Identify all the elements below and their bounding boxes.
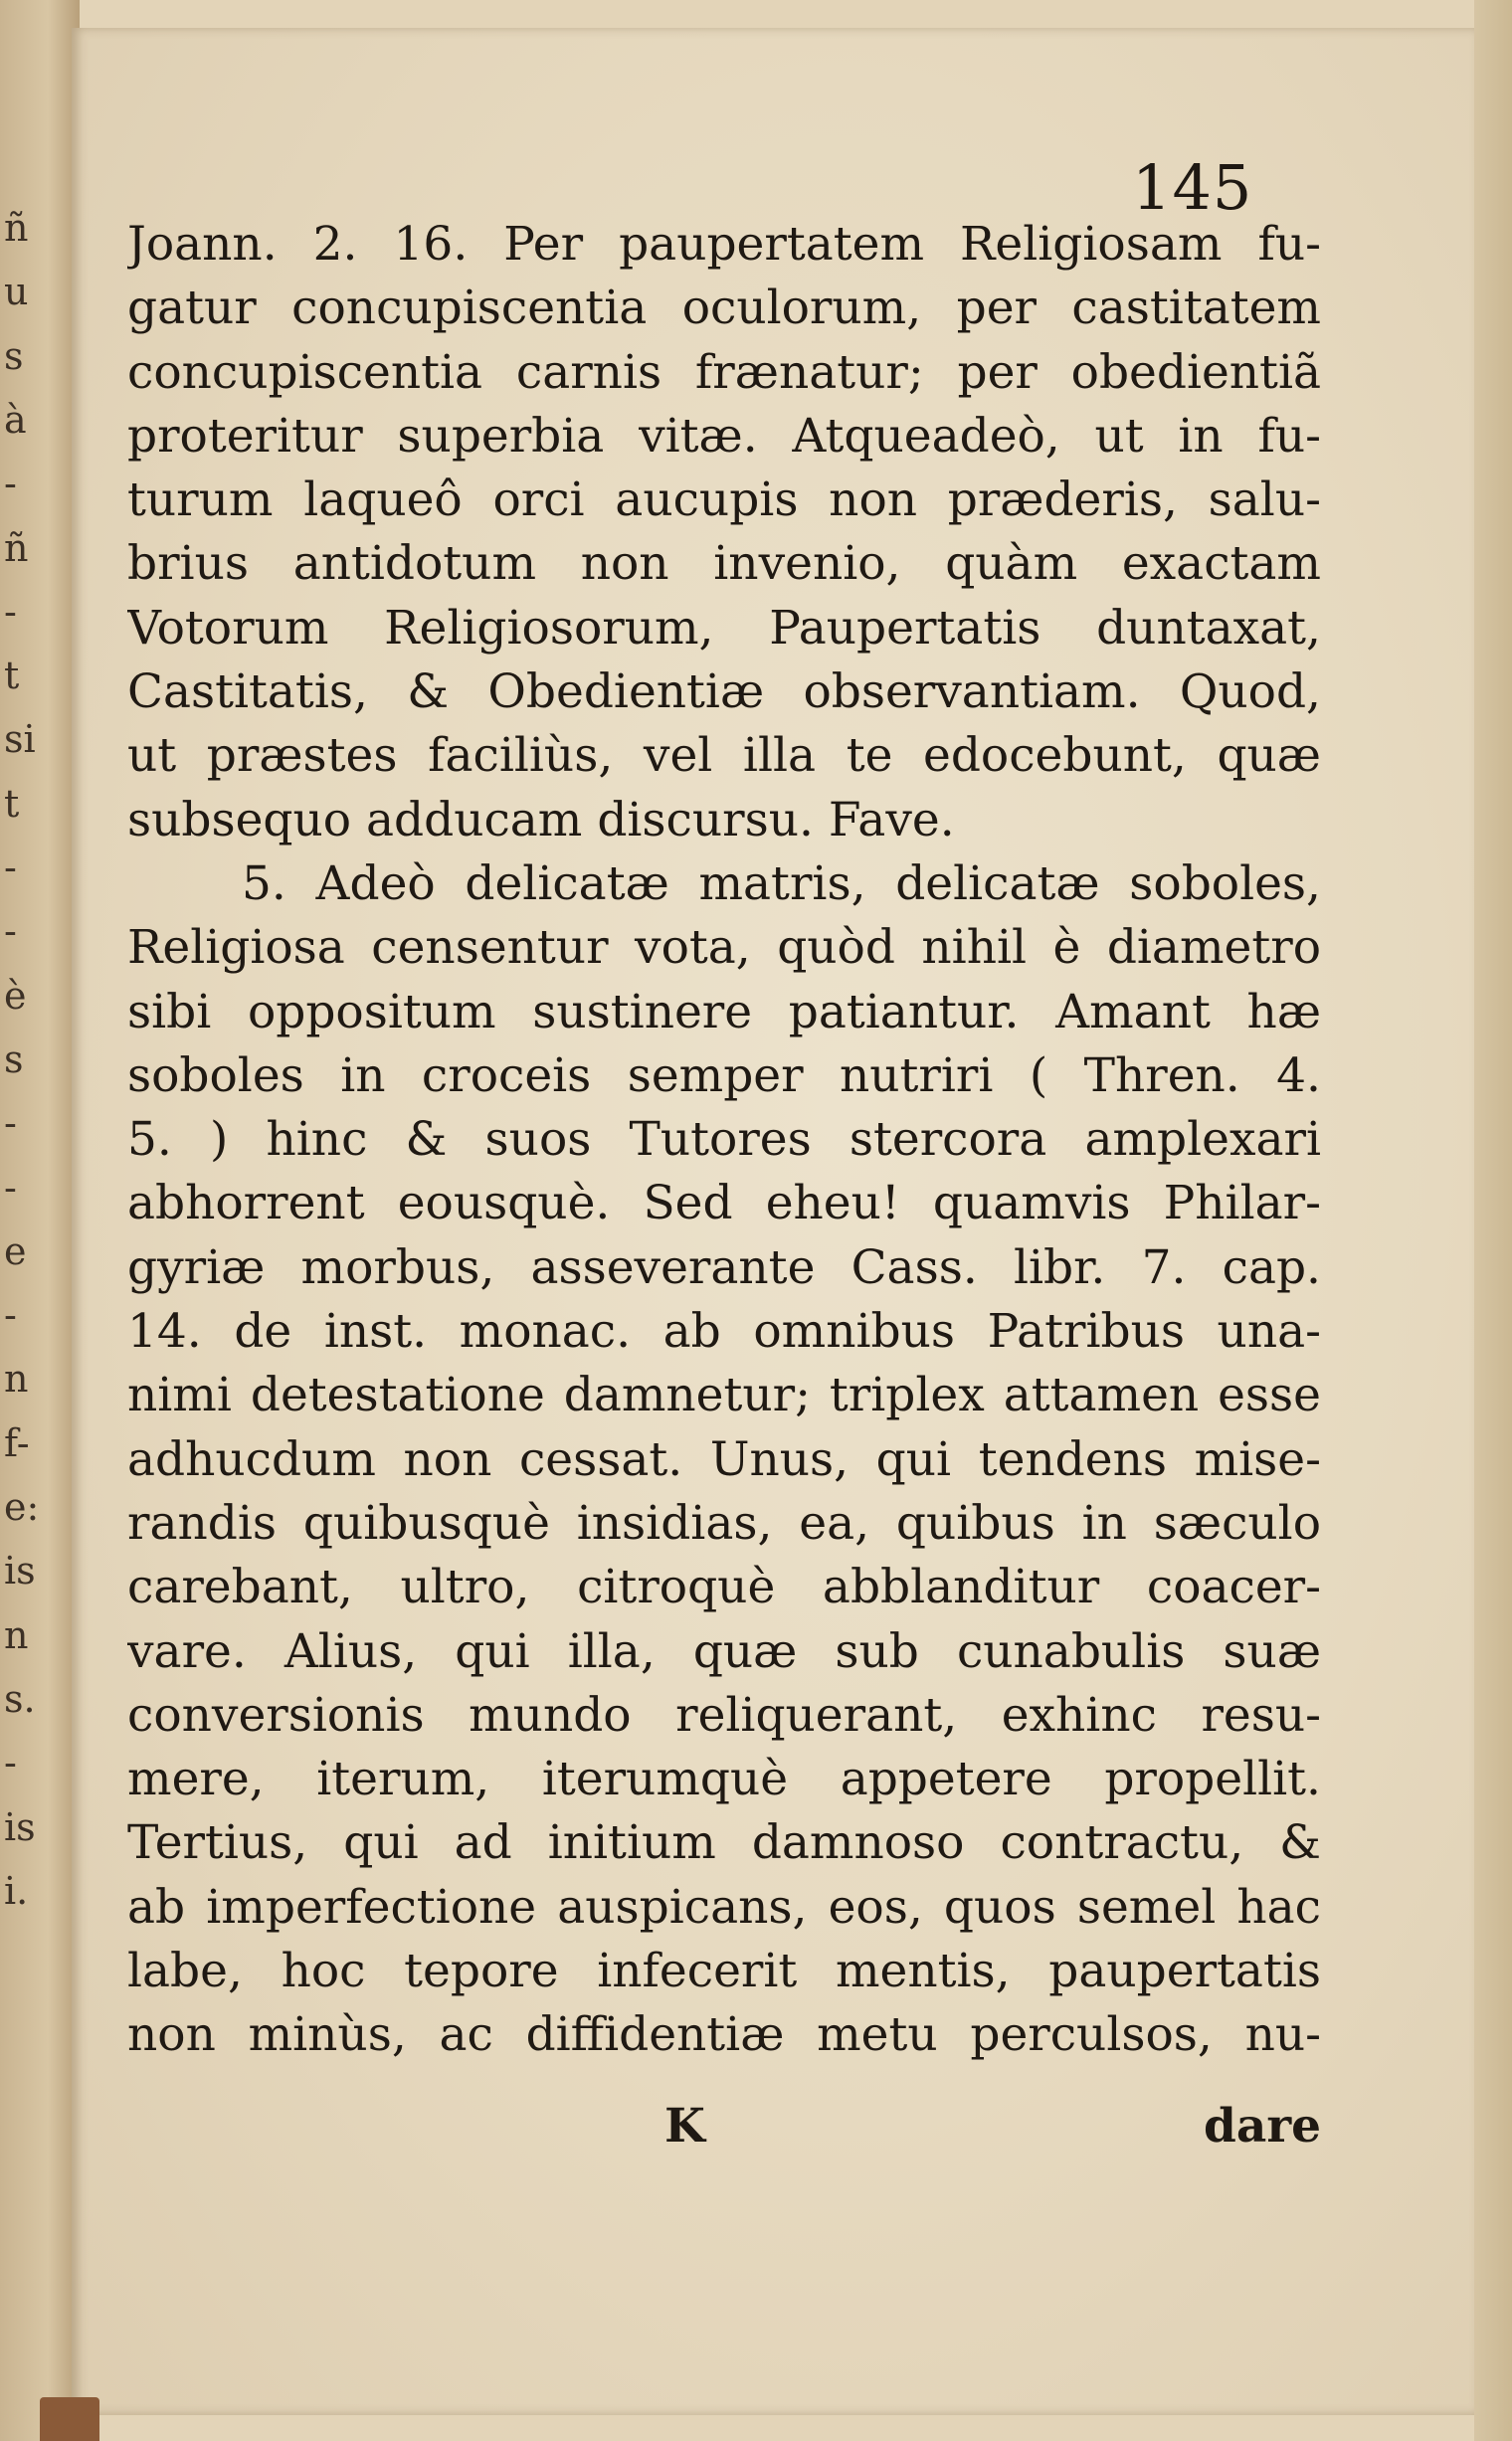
text-line: concupiscentia carnis frænatur; per obedientiã [127, 344, 1321, 400]
previous-page-fragment: - [4, 909, 17, 954]
text-line: Castitatis, & Obedientiæ observantiam. Quod, [127, 664, 1321, 720]
previous-page-fragment: is [4, 1549, 36, 1594]
text-line: ab imperfectione auspicans, eos, quos semel hac [127, 1879, 1321, 1935]
text-line: Votorum Religiosorum, Paupertatis duntaxat, [127, 600, 1321, 656]
text-line: vare. Alius, qui illa, quæ sub cunabulis suæ [127, 1623, 1321, 1679]
text-line: mere, iterum, iterumquè appetere propellit. [127, 1752, 1321, 1807]
text-line: randis quibusquè insidias, ea, quibus in sæculo [127, 1495, 1321, 1551]
previous-page-fragment: à [4, 397, 27, 442]
text-line: 5. Adeò delicatæ matris, delicatæ soboles, [242, 855, 1321, 911]
text-line: turum laqueô orci aucupis non præderis, salu- [127, 472, 1321, 528]
text-line: Joann. 2. 16. Per paupertatem Religiosam fu- [127, 217, 1321, 272]
previous-page-fragment: ñ [4, 525, 29, 570]
text-line: soboles in croceis semper nutriri ( Thren. 4. [127, 1047, 1321, 1103]
text-line: non minùs, ac diffidentiæ metu perculsos, nu- [127, 2007, 1321, 2063]
text-line: adhucdum non cessat. Unus, qui tendens mise- [127, 1431, 1321, 1487]
previous-page-fragment: f- [4, 1420, 30, 1465]
previous-page-fragment: s [4, 1036, 24, 1081]
text-line: carebant, ultro, citroquè abblanditur coacer- [127, 1560, 1321, 1615]
text-line: Tertius, qui ad initium damnoso contractu, & [127, 1815, 1321, 1871]
signature-mark: K [664, 2099, 705, 2154]
previous-page-fragment: - [4, 1101, 17, 1146]
previous-page-fragment: i. [4, 1868, 29, 1913]
previous-page-fragment: s [4, 333, 24, 378]
binding-tab-bottom [40, 2397, 99, 2441]
previous-page-fragment: - [4, 462, 17, 506]
previous-page-fragment: - [4, 1741, 17, 1785]
previous-page-fragment: ñ [4, 206, 29, 250]
previous-page-fragment: t [4, 781, 20, 826]
page-edge-right [1474, 0, 1512, 2441]
text-line: Religiosa censentur vota, quòd nihil è diametro [127, 920, 1321, 976]
text-line: proteritur superbia vitæ. Atqueadeò, ut in fu- [127, 408, 1321, 464]
text-line: subsequo adducam discursu. Fave. [127, 792, 955, 847]
previous-page-fragment: n [4, 1612, 29, 1657]
previous-page-fragment: - [4, 1293, 17, 1338]
previous-page-fragment: - [4, 589, 17, 634]
text-line: conversionis mundo reliquerant, exhinc resu- [127, 1687, 1321, 1743]
text-line: ut præstes faciliùs, vel illa te edocebunt, quæ [127, 728, 1321, 784]
previous-page-fragment: t [4, 654, 20, 698]
text-line: nimi detestatione damnetur; triplex attamen esse [127, 1368, 1321, 1423]
previous-page-fragment: e: [4, 1485, 40, 1529]
previous-page-fragment: u [4, 270, 29, 314]
text-line: 5. ) hinc & suos Tutores stercora amplexari [127, 1112, 1321, 1168]
previous-page-fragment: - [4, 845, 17, 889]
page-footer [127, 2095, 1321, 2159]
previous-page-fragment: è [4, 973, 27, 1018]
text-line: abhorrent eousquè. Sed eheu! quamvis Philar- [127, 1176, 1321, 1231]
previous-page-edge [0, 0, 80, 2441]
text-line: gatur concupiscentia oculorum, per castitatem [127, 281, 1321, 336]
previous-page-fragment: n [4, 1357, 29, 1402]
text-line: 14. de inst. monac. ab omnibus Patribus una- [127, 1304, 1321, 1360]
previous-page-fragment: is [4, 1804, 36, 1849]
text-line: sibi oppositum sustinere patiantur. Amant hæ [127, 984, 1321, 1039]
catchword: dare [1204, 2099, 1321, 2154]
previous-page-fragment: si [4, 717, 36, 762]
text-line: labe, hoc tepore infecerit mentis, paupertatis [127, 1944, 1321, 1999]
previous-page-fragment: s. [4, 1676, 36, 1721]
text-line: gyriæ morbus, asseverante Cass. libr. 7. cap. [127, 1239, 1321, 1295]
page-text-block [127, 213, 1321, 2068]
page-number: 145 [1132, 151, 1253, 224]
previous-page-fragment: e [4, 1228, 27, 1273]
previous-page-fragment: - [4, 1165, 17, 1210]
text-line: brius antidotum non invenio, quàm exactam [127, 536, 1321, 592]
